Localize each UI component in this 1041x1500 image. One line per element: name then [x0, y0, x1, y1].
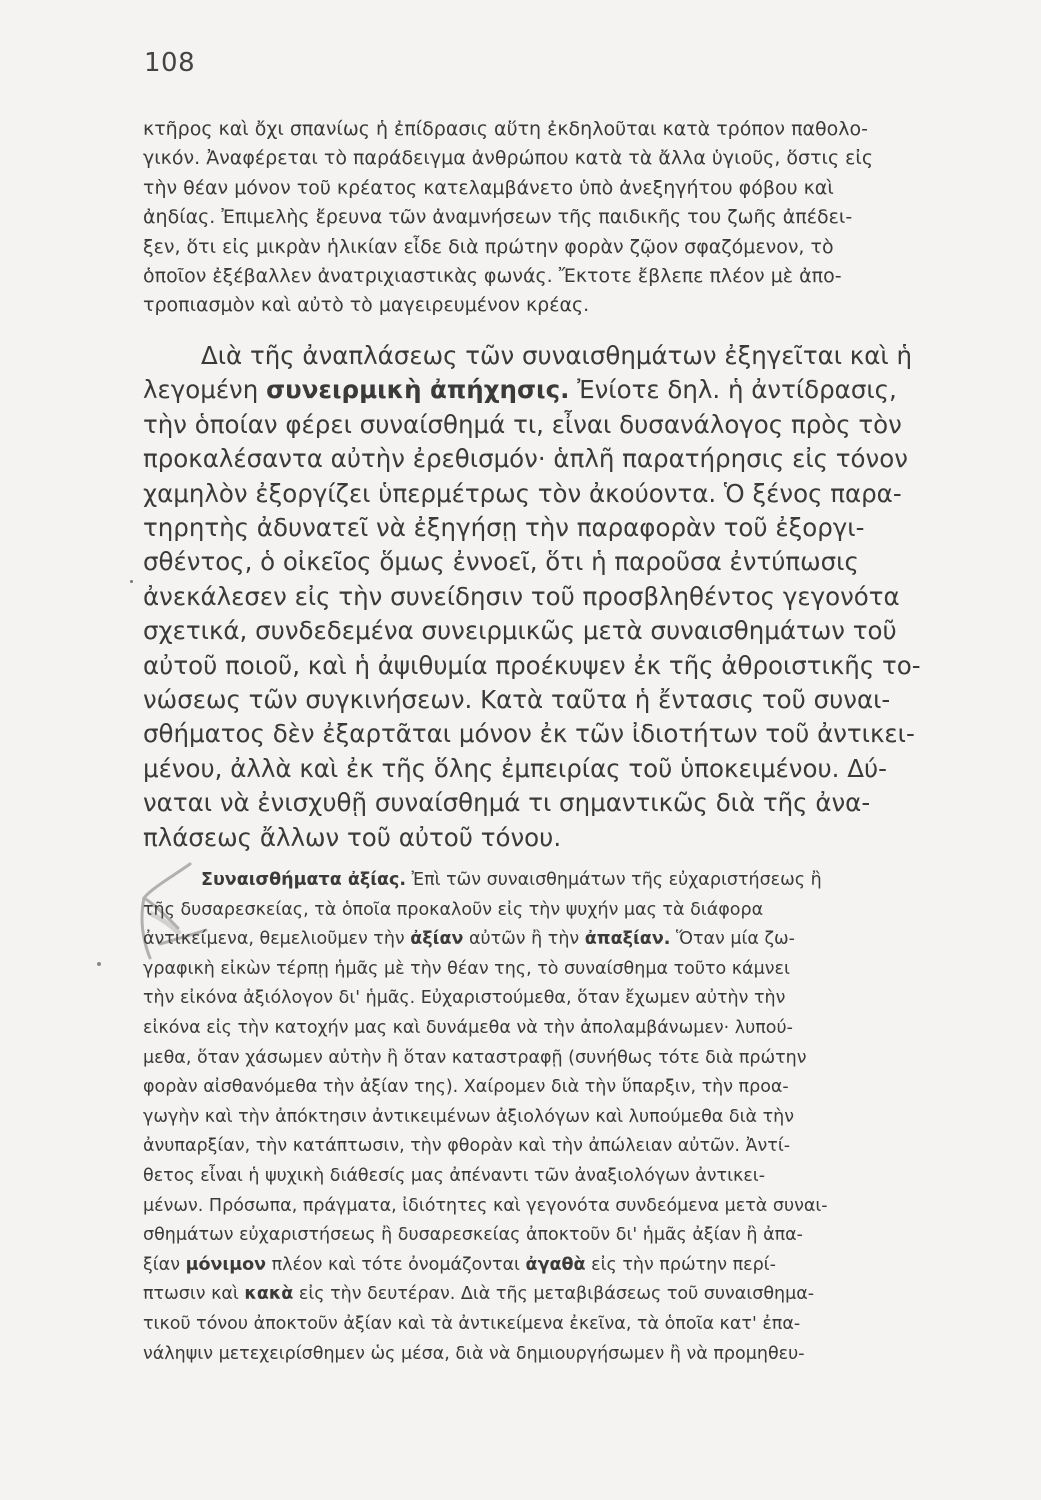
- text-line: σθέντος, ὁ οἰκεῖος ὅμως ἐννοεῖ, ὅτι ἡ παροῦσα ἐντύπωσις: [143, 547, 859, 577]
- emphasis-term: ἀπαξίαν.: [584, 929, 671, 950]
- text-line: κτῆρος καὶ ὄχι σπανίως ἡ ἐπίδρασις αὕτη ἐκδηλοῦται κατὰ τρόπον παθολο-: [143, 118, 869, 140]
- text-line: Διὰ τῆς ἀναπλάσεως τῶν συναισθημάτων ἐξηγεῖται καὶ ἡ: [201, 341, 913, 370]
- text-run: Ὅταν μία ζω-: [670, 929, 795, 950]
- text-line: σθημάτων εὐχαριστήσεως ἢ δυσαρεσκείας ἀποκτοῦν δι' ἡμᾶς ἀξίαν ἢ ἀπα-: [143, 1225, 804, 1246]
- text-line: εἰκόνα εἰς τὴν κατοχήν μας καὶ δυνάμεθα νὰ τὴν ἀπολαμβάνωμεν· λυπού-: [143, 1017, 793, 1038]
- emphasis-term: μόνιμον: [185, 1254, 267, 1275]
- text-line: τὴν θέαν μόνον τοῦ κρέατος κατελαμβάνετο ὑπὸ ἀνεξηγήτου φόβου καὶ: [143, 176, 834, 199]
- stray-mark: [130, 580, 133, 583]
- text-line: σθήματος δὲν ἐξαρτᾶται μόνον ἐκ τῶν ἰδιοτήτων τοῦ ἀντικει-: [143, 719, 915, 749]
- text-line: τικοῦ τόνου ἀποκτοῦν ἀξίαν καὶ τὰ ἀντικείμενα ἐκεῖνα, τὰ ὁποῖα κατ' ἐπα-: [143, 1313, 801, 1334]
- emphasis-term: ἀγαθὰ: [525, 1254, 586, 1275]
- text-run: πλέον καὶ τότε ὀνομάζονται: [266, 1254, 526, 1275]
- text-line: μένου, ἀλλὰ καὶ ἐκ τῆς ὅλης ἐμπειρίας τοῦ ὑποκειμένου. Δύ-: [143, 753, 888, 783]
- text-run: Ἐνίοτε δηλ. ἡ ἀντίδρασις,: [569, 375, 897, 405]
- text-line: γραφικὴ εἰκὼν τέρπῃ ἡμᾶς μὲ τὴν θέαν της, τὸ συναίσθημα τοῦτο κάμνει: [143, 958, 790, 979]
- text-line: [143, 866, 983, 896]
- text-line: [143, 1251, 983, 1281]
- page-number: 108: [144, 48, 196, 78]
- text-line: ξεν, ὅτι εἰς μικρὰν ἡλικίαν εἶδε διὰ πρώτην φορὰν ζῷον σφαζόμενον, τὸ: [143, 235, 834, 258]
- text-line: τηρητὴς ἀδυνατεῖ νὰ ἐξηγήσῃ τὴν παραφορὰν τοῦ ἐξοργι-: [143, 513, 865, 543]
- text-line: προκαλέσαντα αὐτὴν ἐρεθισμόν· ἁπλῆ παρατήρησις εἰς τόνον: [143, 444, 908, 474]
- text-run: Ἐπὶ τῶν συναισθημάτων τῆς εὐχαριστήσεως ἢ: [406, 870, 822, 890]
- text-run: πτωσιν καὶ: [143, 1284, 245, 1305]
- text-line: νάληψιν μετεχειρίσθημεν ὡς μέσα, διὰ νὰ δημιουργήσωμεν ἢ νὰ προμηθευ-: [143, 1343, 805, 1364]
- text-line: ἀηδίας. Ἐπιμελὴς ἔρευνα τῶν ἀναμνήσεων τῆς παιδικῆς του ζωῆς ἀπέδει-: [143, 206, 853, 229]
- text-line: ναται νὰ ἐνισχυθῇ συναίσθημά τι σημαντικῶς διὰ τῆς ἀνα-: [143, 788, 871, 818]
- text-line: γωγὴν καὶ τὴν ἀπόκτησιν ἀντικειμένων ἀξιολόγων καὶ λυπούμεθα διὰ τὴν: [143, 1106, 795, 1127]
- text-line: ἀνυπαρξίαν, τὴν κατάπτωσιν, τὴν φθορὰν καὶ τὴν ἀπώλειαν αὐτῶν. Ἀντί-: [143, 1136, 791, 1157]
- text-run: ἀντικείμενα, θεμελιοῦμεν τὴν: [143, 929, 411, 950]
- text-line: τροπιασμὸν καὶ αὐτὸ τὸ μαγειρευμένον κρέας.: [143, 294, 590, 317]
- text-run: εἰς τὴν δευτέραν. Διὰ τῆς μεταβιβάσεως τοῦ συναισθημα-: [293, 1284, 815, 1305]
- text-line: [143, 925, 983, 955]
- stray-mark: [97, 962, 101, 966]
- text-line: πλάσεως ἄλλων τοῦ αὐτοῦ τόνου.: [143, 822, 562, 852]
- emphasis-term: κακὰ: [244, 1284, 294, 1305]
- paragraph-intro: [143, 115, 983, 321]
- text-line: [143, 1280, 983, 1310]
- text-line: χαμηλὸν ἐξοργίζει ὑπερμέτρως τὸν ἀκούοντα. Ὁ ξένος παρα-: [143, 478, 902, 508]
- text-run: λεγομένη: [143, 375, 267, 405]
- text-line: ἀνεκάλεσεν εἰς τὴν συνείδησιν τοῦ προσβληθέντος γεγονότα: [143, 581, 900, 611]
- text-line: φορὰν αἰσθανόμεθα τὴν ἀξίαν της). Χαίρομεν διὰ τὴν ὕπαρξιν, τὴν προα-: [143, 1077, 789, 1098]
- paragraph-associative-echo: [143, 339, 983, 855]
- text-line: [143, 373, 983, 407]
- text-line: σχετικά, συνδεδεμένα συνειρμικῶς μετὰ συναισθημάτων τοῦ: [143, 616, 897, 646]
- text-line: θετος εἶναι ἡ ψυχικὴ διάθεσίς μας ἀπέναντι τῶν ἀναξιολόγων ἀντικει-: [143, 1165, 766, 1186]
- text-line: ὁποῖον ἐξέβαλλεν ἀνατριχιαστικὰς φωνάς. Ἔκτοτε ἔβλεπε πλέον μὲ ἀπο-: [143, 265, 842, 288]
- text-run: ξίαν: [143, 1254, 186, 1275]
- text-run: αὐτῶν ἢ τὴν: [463, 929, 585, 950]
- paragraph-value-feelings: [143, 866, 983, 1369]
- emphasis-term: ἀξίαν: [410, 929, 464, 950]
- text-line: τὴν εἰκόνα ἀξιόλογον δι' ἡμᾶς. Εὐχαριστούμεθα, ὅταν ἔχωμεν αὐτὴν τὴν: [143, 988, 786, 1009]
- text-line: νώσεως τῶν συγκινήσεων. Κατὰ ταῦτα ἡ ἔντασις τοῦ συναι-: [143, 685, 891, 715]
- text-line: τὴν ὁποίαν φέρει συναίσθημά τι, εἶναι δυσανάλογος πρὸς τὸν: [143, 409, 902, 439]
- text-line: μένων. Πρόσωπα, πράγματα, ἰδιότητες καὶ γεγονότα συνδεόμενα μετὰ συναι-: [143, 1195, 828, 1216]
- section-heading: Συναισθήματα ἀξίας.: [201, 870, 407, 890]
- text-line: γικόν. Ἀναφέρεται τὸ παράδειγμα ἀνθρώπου κατὰ τὰ ἄλλα ὑγιοῦς, ὅστις εἰς: [143, 147, 873, 170]
- text-line: τῆς δυσαρεσκείας, τὰ ὁποῖα προκαλοῦν εἰς τὴν ψυχήν μας τὰ διάφορα: [143, 899, 764, 920]
- text-run: εἰς τὴν πρώτην περί-: [585, 1254, 776, 1275]
- text-line: αὐτοῦ ποιοῦ, καὶ ἡ ἀψιθυμία προέκυψεν ἐκ τῆς ἀθροιστικῆς το-: [143, 650, 921, 680]
- emphasis-term: συνειρμικὴ ἀπήχησις.: [266, 375, 570, 405]
- text-line: μεθα, ὅταν χάσωμεν αὐτὴν ἢ ὅταν καταστραφῇ (συνήθως τότε διὰ πρώτην: [143, 1047, 807, 1068]
